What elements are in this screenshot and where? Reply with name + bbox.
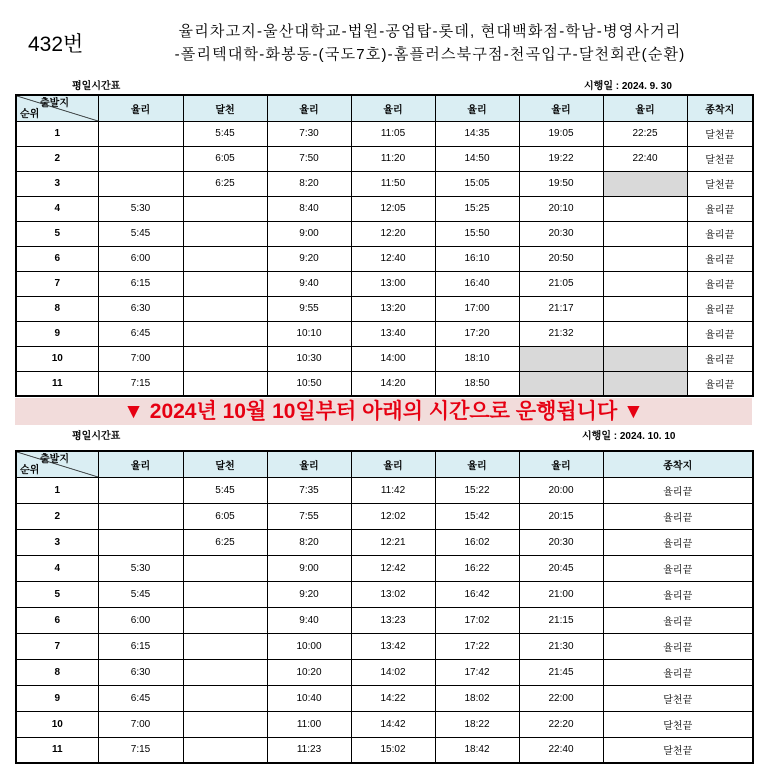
- departure-time: [98, 529, 183, 555]
- row-number: 4: [16, 196, 98, 221]
- departure-time: 21:32: [519, 321, 603, 346]
- departure-time: 18:10: [435, 346, 519, 371]
- column-header: 율리: [351, 95, 435, 121]
- departure-time: 17:20: [435, 321, 519, 346]
- departure-time: [183, 685, 267, 711]
- timetable-row: [16, 529, 753, 555]
- timetable-row: [16, 581, 753, 607]
- row-number: 2: [16, 503, 98, 529]
- departure-time: 17:00: [435, 296, 519, 321]
- departure-time: [183, 711, 267, 737]
- departure-time: 15:50: [435, 221, 519, 246]
- departure-time: 18:22: [435, 711, 519, 737]
- row-number: 3: [16, 171, 98, 196]
- departure-time: 5:45: [98, 581, 183, 607]
- departure-time: 12:05: [351, 196, 435, 221]
- departure-time: 6:30: [98, 296, 183, 321]
- departure-time: [183, 346, 267, 371]
- column-header: 율리: [267, 95, 351, 121]
- departure-time: [603, 296, 687, 321]
- destination-cell: 달천끝: [603, 737, 753, 763]
- corner-origin-label: 출발지: [40, 98, 69, 109]
- departure-time: 7:35: [267, 477, 351, 503]
- departure-time: [183, 607, 267, 633]
- column-header: 율리: [98, 451, 183, 477]
- departure-time: 7:15: [98, 737, 183, 763]
- departure-time: 8:20: [267, 171, 351, 196]
- departure-time: 5:30: [98, 555, 183, 581]
- destination-header: 종착지: [687, 95, 753, 121]
- departure-time: 17:22: [435, 633, 519, 659]
- departure-time: 22:40: [603, 146, 687, 171]
- departure-time: 15:05: [435, 171, 519, 196]
- departure-time: [183, 296, 267, 321]
- departure-time: [98, 146, 183, 171]
- corner-origin-label: 출발지: [40, 454, 69, 465]
- destination-cell: 달천끝: [687, 146, 753, 171]
- corner-rank-label: 순위: [20, 108, 40, 120]
- row-number: 1: [16, 121, 98, 146]
- departure-time: 14:00: [351, 346, 435, 371]
- corner-header: [16, 95, 98, 121]
- timetable-row: [16, 271, 753, 296]
- effective-date: 시행일 : 2024. 9. 30: [584, 81, 672, 92]
- departure-time: 21:30: [519, 633, 603, 659]
- departure-time: 12:40: [351, 246, 435, 271]
- departure-time: 9:55: [267, 296, 351, 321]
- destination-cell: 율리끝: [687, 321, 753, 346]
- departure-time: 19:50: [519, 171, 603, 196]
- column-header: 율리: [351, 451, 435, 477]
- destination-cell: 율리끝: [603, 529, 753, 555]
- departure-time: 6:45: [98, 685, 183, 711]
- departure-time: 9:40: [267, 607, 351, 633]
- departure-time: 20:50: [519, 246, 603, 271]
- departure-time: [183, 221, 267, 246]
- destination-cell: 율리끝: [687, 346, 753, 371]
- no-service-cell: [519, 371, 603, 396]
- row-number: 1: [16, 477, 98, 503]
- timetable-row: [16, 246, 753, 271]
- departure-time: 7:15: [98, 371, 183, 396]
- no-service-cell: [603, 171, 687, 196]
- departure-time: [183, 555, 267, 581]
- departure-time: 10:20: [267, 659, 351, 685]
- departure-time: 9:00: [267, 555, 351, 581]
- header-row: [16, 95, 753, 121]
- departure-time: [98, 503, 183, 529]
- timetable-row: [16, 633, 753, 659]
- column-header: 달천: [183, 451, 267, 477]
- departure-time: 14:42: [351, 711, 435, 737]
- timetable-current: [15, 94, 754, 397]
- column-header: 율리: [267, 451, 351, 477]
- corner-rank-label: 순위: [20, 464, 40, 476]
- row-number: 9: [16, 321, 98, 346]
- departure-time: 20:30: [519, 221, 603, 246]
- departure-time: 12:21: [351, 529, 435, 555]
- departure-time: [183, 246, 267, 271]
- column-header: 율리: [603, 95, 687, 121]
- route-line-1: 율리차고지-울산대학교-법원-공업탑-롯데, 현대백화점-학남-병영사거리: [178, 23, 682, 40]
- no-service-cell: [519, 346, 603, 371]
- timetable-row: [16, 607, 753, 633]
- departure-time: 18:02: [435, 685, 519, 711]
- destination-header: 종착지: [603, 451, 753, 477]
- departure-time: 13:40: [351, 321, 435, 346]
- departure-time: 14:50: [435, 146, 519, 171]
- row-number: 9: [16, 685, 98, 711]
- departure-time: 16:10: [435, 246, 519, 271]
- departure-time: 21:15: [519, 607, 603, 633]
- row-number: 7: [16, 633, 98, 659]
- departure-time: 14:02: [351, 659, 435, 685]
- departure-time: [603, 221, 687, 246]
- departure-time: 5:45: [183, 121, 267, 146]
- departure-time: 20:10: [519, 196, 603, 221]
- timetable-new: [15, 450, 754, 764]
- row-number: 11: [16, 371, 98, 396]
- row-number: 6: [16, 246, 98, 271]
- departure-time: 9:20: [267, 581, 351, 607]
- departure-time: 6:15: [98, 633, 183, 659]
- destination-cell: 율리끝: [603, 607, 753, 633]
- departure-time: 5:45: [183, 477, 267, 503]
- destination-cell: 율리끝: [603, 503, 753, 529]
- departure-time: [603, 246, 687, 271]
- timetable-row: [16, 346, 753, 371]
- departure-time: 13:42: [351, 633, 435, 659]
- column-header: 율리: [98, 95, 183, 121]
- destination-cell: 율리끝: [687, 271, 753, 296]
- departure-time: 7:00: [98, 346, 183, 371]
- timetable-row: [16, 477, 753, 503]
- departure-time: 19:05: [519, 121, 603, 146]
- row-number: 7: [16, 271, 98, 296]
- departure-time: 6:05: [183, 503, 267, 529]
- timetable-body: [16, 477, 753, 763]
- row-number: 3: [16, 529, 98, 555]
- departure-time: 22:00: [519, 685, 603, 711]
- departure-time: 9:00: [267, 221, 351, 246]
- destination-cell: 달천끝: [603, 685, 753, 711]
- departure-time: 6:05: [183, 146, 267, 171]
- destination-cell: 달천끝: [687, 121, 753, 146]
- departure-time: 10:50: [267, 371, 351, 396]
- departure-time: 22:25: [603, 121, 687, 146]
- row-number: 8: [16, 296, 98, 321]
- departure-time: 9:40: [267, 271, 351, 296]
- schedule-title: 평일시간표: [72, 81, 121, 92]
- departure-time: 16:42: [435, 581, 519, 607]
- departure-time: 6:45: [98, 321, 183, 346]
- header-row: [16, 451, 753, 477]
- departure-time: 22:20: [519, 711, 603, 737]
- departure-time: 18:42: [435, 737, 519, 763]
- departure-time: 14:35: [435, 121, 519, 146]
- departure-time: [183, 271, 267, 296]
- departure-time: 15:02: [351, 737, 435, 763]
- departure-time: 15:42: [435, 503, 519, 529]
- destination-cell: 율리끝: [603, 555, 753, 581]
- row-number: 11: [16, 737, 98, 763]
- timetable-row: [16, 711, 753, 737]
- departure-time: 16:22: [435, 555, 519, 581]
- destination-cell: 율리끝: [687, 221, 753, 246]
- destination-cell: 달천끝: [687, 171, 753, 196]
- departure-time: 12:20: [351, 221, 435, 246]
- departure-time: 6:25: [183, 529, 267, 555]
- departure-time: 10:30: [267, 346, 351, 371]
- column-header: 율리: [519, 95, 603, 121]
- timetable-row: [16, 737, 753, 763]
- departure-time: 13:00: [351, 271, 435, 296]
- column-header: 율리: [519, 451, 603, 477]
- departure-time: [183, 659, 267, 685]
- departure-time: 5:30: [98, 196, 183, 221]
- departure-time: 7:55: [267, 503, 351, 529]
- departure-time: 6:00: [98, 607, 183, 633]
- route-description: [120, 20, 740, 66]
- departure-time: 15:22: [435, 477, 519, 503]
- departure-time: 11:42: [351, 477, 435, 503]
- column-header: 달천: [183, 95, 267, 121]
- timetable-row: [16, 221, 753, 246]
- departure-time: [183, 581, 267, 607]
- departure-time: 21:05: [519, 271, 603, 296]
- departure-time: [603, 271, 687, 296]
- row-number: 5: [16, 581, 98, 607]
- departure-time: 6:30: [98, 659, 183, 685]
- corner-header: [16, 451, 98, 477]
- departure-time: 11:23: [267, 737, 351, 763]
- departure-time: 13:23: [351, 607, 435, 633]
- destination-cell: 율리끝: [687, 196, 753, 221]
- departure-time: [98, 477, 183, 503]
- row-number: 4: [16, 555, 98, 581]
- no-service-cell: [603, 371, 687, 396]
- timetable-body: [16, 121, 753, 396]
- departure-time: [98, 121, 183, 146]
- departure-time: 20:15: [519, 503, 603, 529]
- schedule-title: 평일시간표: [72, 431, 121, 442]
- timetable-row: [16, 146, 753, 171]
- row-number: 2: [16, 146, 98, 171]
- departure-time: 16:40: [435, 271, 519, 296]
- departure-time: 21:00: [519, 581, 603, 607]
- destination-cell: 율리끝: [603, 633, 753, 659]
- departure-time: 11:20: [351, 146, 435, 171]
- departure-time: [183, 737, 267, 763]
- departure-time: 20:30: [519, 529, 603, 555]
- departure-time: 6:00: [98, 246, 183, 271]
- column-header: 율리: [435, 451, 519, 477]
- departure-time: 11:00: [267, 711, 351, 737]
- timetable-row: [16, 659, 753, 685]
- departure-time: 6:15: [98, 271, 183, 296]
- departure-time: [603, 196, 687, 221]
- departure-time: 7:50: [267, 146, 351, 171]
- row-number: 8: [16, 659, 98, 685]
- departure-time: 6:25: [183, 171, 267, 196]
- timetable-row: [16, 296, 753, 321]
- departure-time: 18:50: [435, 371, 519, 396]
- departure-time: 8:20: [267, 529, 351, 555]
- row-number: 5: [16, 221, 98, 246]
- route-number: 432번: [28, 33, 84, 56]
- departure-time: [98, 171, 183, 196]
- row-number: 6: [16, 607, 98, 633]
- timetable-row: [16, 503, 753, 529]
- departure-time: 14:22: [351, 685, 435, 711]
- departure-time: [603, 321, 687, 346]
- departure-time: 12:02: [351, 503, 435, 529]
- timetable-row: [16, 555, 753, 581]
- departure-time: 10:10: [267, 321, 351, 346]
- departure-time: 21:17: [519, 296, 603, 321]
- timetable-row: [16, 321, 753, 346]
- departure-time: 7:00: [98, 711, 183, 737]
- departure-time: 11:05: [351, 121, 435, 146]
- departure-time: 8:40: [267, 196, 351, 221]
- timetable-row: [16, 685, 753, 711]
- row-number: 10: [16, 346, 98, 371]
- departure-time: 5:45: [98, 221, 183, 246]
- departure-time: [183, 196, 267, 221]
- column-header: 율리: [435, 95, 519, 121]
- row-number: 10: [16, 711, 98, 737]
- no-service-cell: [603, 346, 687, 371]
- destination-cell: 율리끝: [687, 246, 753, 271]
- departure-time: 12:42: [351, 555, 435, 581]
- timetable-row: [16, 171, 753, 196]
- departure-time: 7:30: [267, 121, 351, 146]
- departure-time: 21:45: [519, 659, 603, 685]
- destination-cell: 율리끝: [603, 659, 753, 685]
- destination-cell: 율리끝: [603, 581, 753, 607]
- departure-time: 9:20: [267, 246, 351, 271]
- departure-time: 13:20: [351, 296, 435, 321]
- destination-cell: 달천끝: [603, 711, 753, 737]
- departure-time: 10:40: [267, 685, 351, 711]
- departure-time: 20:00: [519, 477, 603, 503]
- destination-cell: 율리끝: [687, 371, 753, 396]
- departure-time: 14:20: [351, 371, 435, 396]
- departure-time: [183, 321, 267, 346]
- effective-date: 시행일 : 2024. 10. 10: [582, 431, 676, 442]
- departure-time: 15:25: [435, 196, 519, 221]
- departure-time: 19:22: [519, 146, 603, 171]
- departure-time: [183, 633, 267, 659]
- departure-time: 20:45: [519, 555, 603, 581]
- timetable-row: [16, 371, 753, 396]
- departure-time: 13:02: [351, 581, 435, 607]
- schedule-change-notice: ▼ 2024년 10월 10일부터 아래의 시간으로 운행됩니다 ▼: [15, 398, 752, 425]
- destination-cell: 율리끝: [603, 477, 753, 503]
- route-line-2: -폴리텍대학-화봉동-(국도7호)-홈플러스북구점-천곡입구-달천회관(순환): [174, 46, 686, 63]
- departure-time: 17:02: [435, 607, 519, 633]
- departure-time: [183, 371, 267, 396]
- departure-time: 17:42: [435, 659, 519, 685]
- destination-cell: 율리끝: [687, 296, 753, 321]
- departure-time: 11:50: [351, 171, 435, 196]
- departure-time: 10:00: [267, 633, 351, 659]
- departure-time: 16:02: [435, 529, 519, 555]
- timetable-row: [16, 196, 753, 221]
- departure-time: 22:40: [519, 737, 603, 763]
- timetable-row: [16, 121, 753, 146]
